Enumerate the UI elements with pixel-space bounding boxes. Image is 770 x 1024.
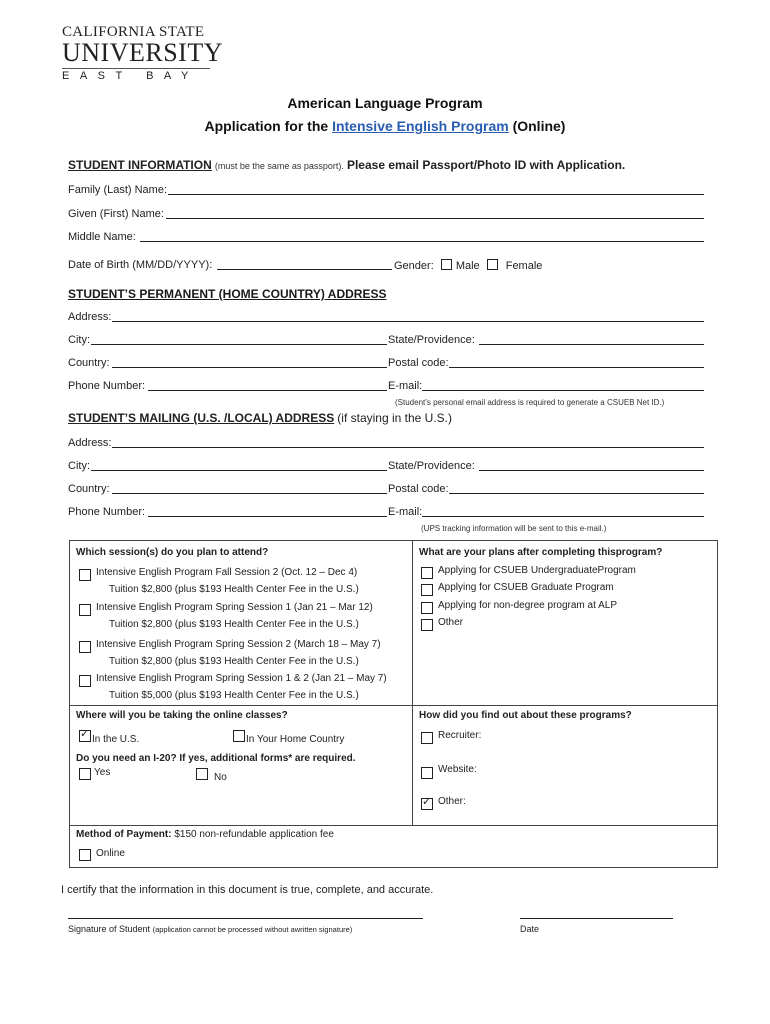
session-1-checkbox[interactable] [79, 569, 91, 581]
logo-line-2: UNIVERSITY [62, 38, 223, 67]
mail-state-field[interactable] [479, 470, 704, 471]
session-2-checkbox[interactable] [79, 604, 91, 616]
mail-state-label: State/Providence: [388, 460, 475, 472]
certification-text: I certify that the information in this document is true, complete, and accurate. [61, 884, 434, 896]
i20-no-checkbox[interactable] [196, 768, 208, 780]
permanent-address-heading: STUDENT’S PERMANENT (HOME COUNTRY) ADDRESS [68, 287, 387, 301]
date-field[interactable] [520, 918, 673, 919]
mail-country-field[interactable] [112, 493, 387, 494]
i20-no-label: No [214, 772, 227, 783]
plan-nondegree-label: Applying for non-degree program at ALP [438, 600, 617, 611]
table-divider-2 [70, 825, 717, 826]
location-question: Where will you be taking the online classes? [76, 710, 288, 721]
i20-question: Do you need an I-20? If yes, additional forms* are required. [76, 753, 356, 764]
gender-group: Gender: Male Female [394, 260, 543, 272]
mail-postal-field[interactable] [449, 493, 704, 494]
mail-email-note: (UPS tracking information will be sent to this e-mail.) [421, 524, 607, 533]
mail-address-field[interactable] [112, 447, 704, 448]
female-checkbox[interactable] [487, 259, 498, 270]
payment-online-checkbox[interactable] [79, 849, 91, 861]
mail-phone-field[interactable] [148, 516, 387, 517]
plan-graduate-label: Applying for CSUEB Graduate Program [438, 582, 614, 593]
signature-label: Signature of Student (application cannot be processed without awritten signature) [68, 924, 353, 934]
i20-yes-label: Yes [94, 767, 111, 778]
logo-line-3: EAST BAY [62, 70, 199, 82]
session-1-label: Intensive English Program Fall Session 2 (Oct. 12 – Dec 4) [96, 567, 358, 578]
given-name-label: Given (First) Name: [68, 208, 164, 220]
perm-phone-field[interactable] [148, 390, 387, 391]
student-info-header: STUDENT INFORMATION (must be the same as passport). Please email Passport/Photo ID with Application. [68, 158, 626, 172]
sessions-question: Which session(s) do you plan to attend? [76, 547, 269, 558]
session-1-tuition: Tuition $2,800 (plus $193 Health Center Fee in the U.S.) [109, 584, 359, 595]
find-question: How did you find out about these programs? [419, 710, 632, 721]
middle-name-label: Middle Name: [68, 231, 136, 243]
middle-name-field[interactable] [140, 241, 704, 242]
mail-email-field[interactable] [422, 516, 704, 517]
table-divider-vertical [412, 541, 413, 825]
logo-line-1: CALIFORNIA STATE [62, 24, 205, 40]
family-name-label: Family (Last) Name: [68, 184, 168, 196]
payment-online-label: Online [96, 848, 125, 859]
perm-address-label: Address: [68, 311, 112, 323]
session-3-label: Intensive English Program Spring Session 2 (March 18 – May 7) [96, 639, 381, 650]
mail-postal-label: Postal code: [388, 483, 449, 495]
mail-address-label: Address: [68, 437, 112, 449]
plan-graduate-checkbox[interactable] [421, 584, 433, 596]
location-home-label: In Your Home Country [246, 734, 345, 745]
perm-postal-field[interactable] [449, 367, 704, 368]
given-name-field[interactable] [166, 218, 704, 219]
payment-method: Method of Payment: $150 non-refundable application fee [76, 829, 334, 840]
session-2-tuition: Tuition $2,800 (plus $193 Health Center Fee in the U.S.) [109, 619, 359, 630]
perm-email-label: E-mail: [388, 380, 423, 392]
plan-undergrad-checkbox[interactable] [421, 567, 433, 579]
find-other-checkbox[interactable] [421, 798, 433, 810]
find-other-label: Other: [438, 796, 466, 807]
logo-rule [62, 68, 210, 69]
find-recruiter-label: Recruiter: [438, 730, 482, 741]
perm-state-label: State/Providence: [388, 334, 475, 346]
find-recruiter-checkbox[interactable] [421, 732, 433, 744]
plans-question: What are your plans after completing thisprogram? [419, 547, 663, 558]
perm-email-note: (Student’s personal email address is required to generate a CSUEB Net ID.) [395, 398, 665, 407]
application-title: Application for the Intensive English Program (Online) [204, 118, 566, 134]
perm-country-field[interactable] [112, 367, 387, 368]
mail-phone-label: Phone Number: [68, 506, 146, 518]
signature-field[interactable] [68, 918, 423, 919]
mail-city-label: City: [68, 460, 90, 472]
family-name-field[interactable] [168, 194, 704, 195]
session-4-tuition: Tuition $5,000 (plus $193 Health Center Fee in the U.S.) [109, 690, 359, 701]
location-us-label: In the U.S. [92, 734, 140, 745]
perm-address-field[interactable] [112, 321, 704, 322]
perm-state-field[interactable] [479, 344, 704, 345]
program-title: American Language Program [287, 95, 483, 111]
location-home-checkbox[interactable] [233, 730, 245, 742]
plan-undergrad-label: Applying for CSUEB UndergraduateProgram [438, 565, 636, 576]
i20-yes-checkbox[interactable] [79, 768, 91, 780]
perm-city-field[interactable] [91, 344, 387, 345]
plan-other-label: Other [438, 617, 464, 628]
mail-country-label: Country: [68, 483, 110, 495]
mail-city-field[interactable] [91, 470, 387, 471]
location-us-checkbox[interactable] [79, 730, 91, 742]
session-2-label: Intensive English Program Spring Session 1 (Jan 21 – Mar 12) [96, 602, 373, 613]
table-divider-1 [70, 705, 717, 706]
perm-postal-label: Postal code: [388, 357, 449, 369]
session-4-checkbox[interactable] [79, 675, 91, 687]
dob-label: Date of Birth (MM/DD/YYYY): [68, 259, 213, 271]
program-link[interactable]: Intensive English Program [332, 118, 509, 134]
options-table [69, 540, 718, 868]
perm-phone-label: Phone Number: [68, 380, 146, 392]
session-3-tuition: Tuition $2,800 (plus $193 Health Center Fee in the U.S.) [109, 656, 359, 667]
dob-field[interactable] [217, 269, 392, 270]
session-4-label: Intensive English Program Spring Session 1 & 2 (Jan 21 – May 7) [96, 673, 387, 684]
perm-country-label: Country: [68, 357, 110, 369]
perm-city-label: City: [68, 334, 90, 346]
find-website-label: Website: [438, 764, 477, 775]
mailing-address-header: STUDENT’S MAILING (U.S. /LOCAL) ADDRESS (if staying in the U.S.) [68, 411, 453, 425]
session-3-checkbox[interactable] [79, 641, 91, 653]
find-website-checkbox[interactable] [421, 767, 433, 779]
male-checkbox[interactable] [441, 259, 452, 270]
plan-nondegree-checkbox[interactable] [421, 602, 433, 614]
perm-email-field[interactable] [422, 390, 704, 391]
mail-email-label: E-mail: [388, 506, 423, 518]
date-label: Date [520, 924, 540, 934]
plan-other-checkbox[interactable] [421, 619, 433, 631]
